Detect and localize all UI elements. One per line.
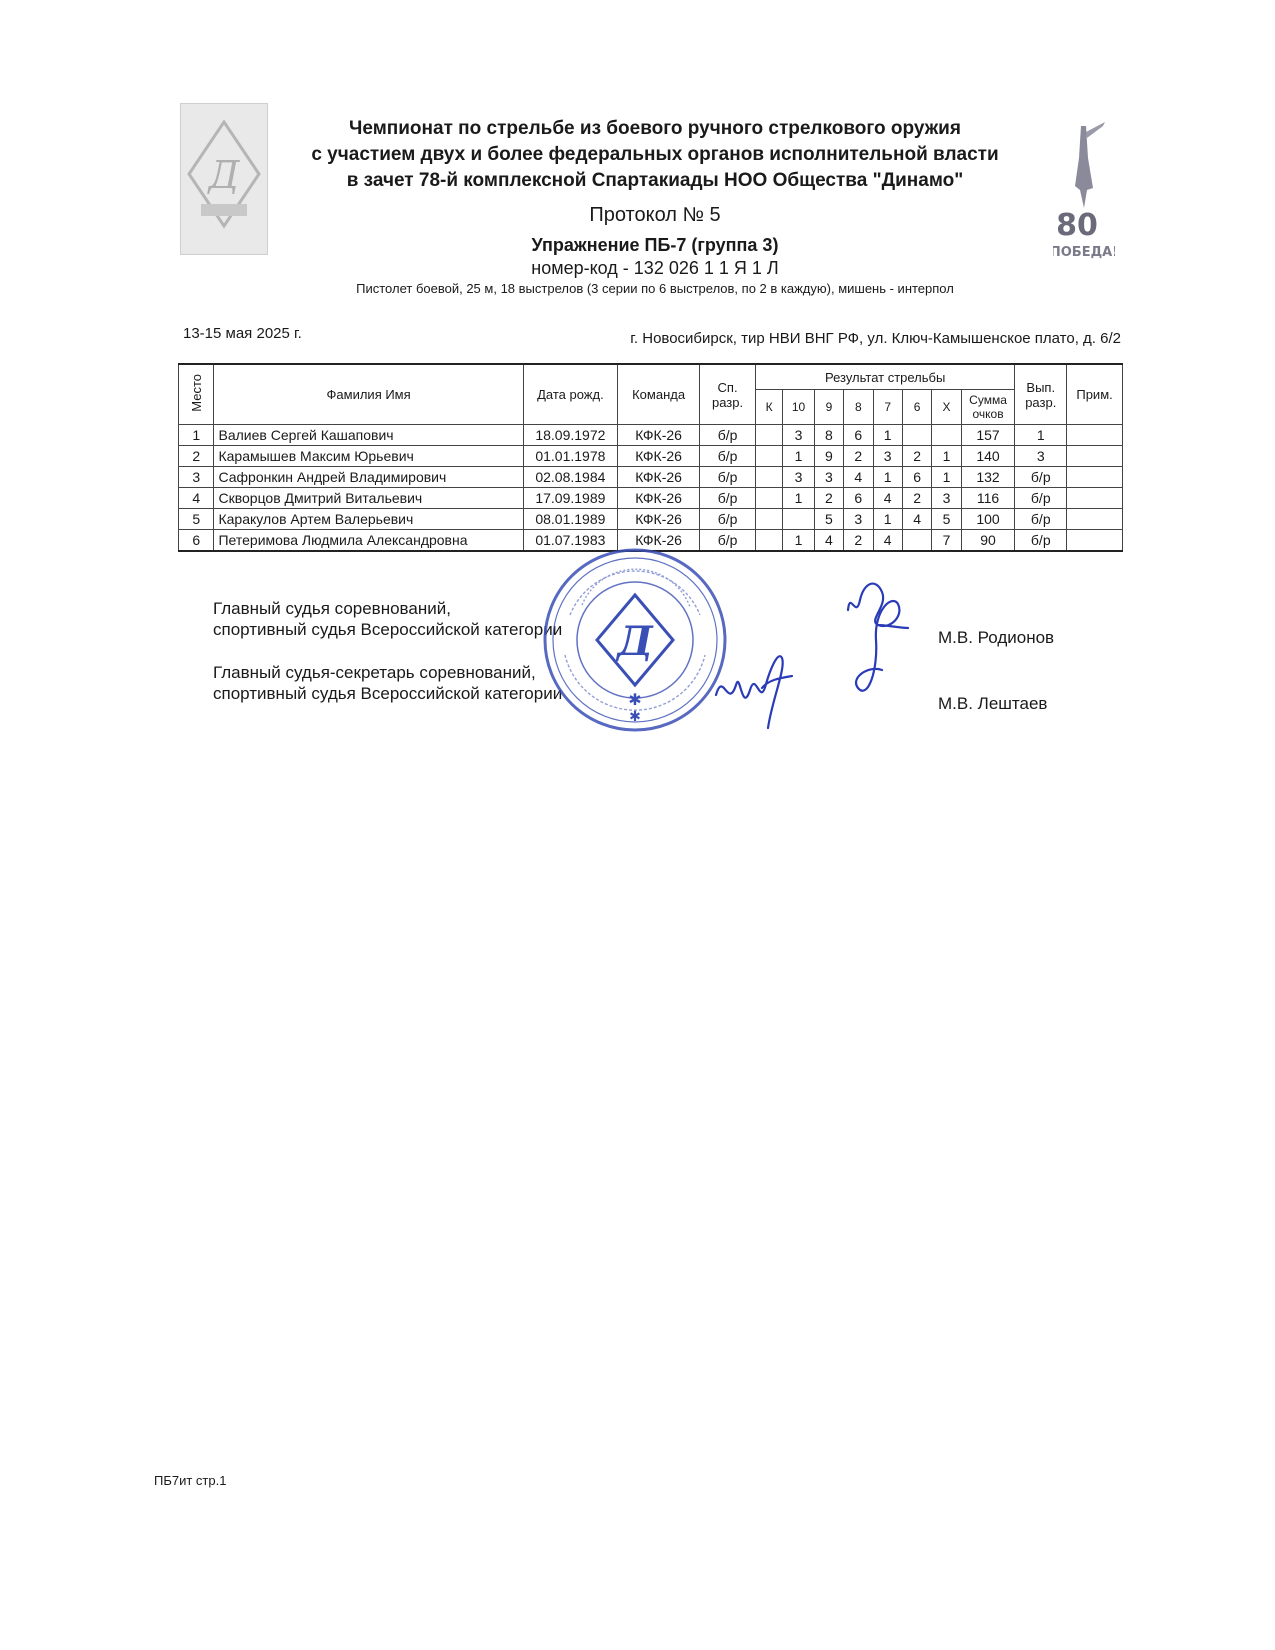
judges-block	[213, 598, 562, 704]
victory-number: 80	[1056, 208, 1098, 243]
cell-name: Валиев Сергей Кашапович	[214, 425, 523, 446]
header-8: 8	[844, 390, 873, 425]
cell-sum: 116	[961, 488, 1015, 509]
cell-k	[755, 446, 782, 467]
cell-note	[1067, 467, 1123, 488]
protocol-number: Протокол № 5	[589, 204, 721, 226]
header-7: 7	[873, 390, 902, 425]
cell-k	[755, 530, 782, 552]
results-table	[178, 363, 1123, 552]
cell-sum: 132	[961, 467, 1015, 488]
cell-7: 1	[873, 467, 902, 488]
cell-9: 4	[814, 530, 843, 552]
cell-sum: 140	[961, 446, 1015, 467]
svg-text:✱: ✱	[628, 692, 642, 709]
cell-team: КФК-26	[618, 446, 700, 467]
cell-7: 4	[873, 488, 902, 509]
cell-8: 3	[844, 509, 873, 530]
cell-note	[1067, 446, 1123, 467]
cell-note	[1067, 425, 1123, 446]
cell-birth: 01.01.1978	[523, 446, 617, 467]
cell-sum: 157	[961, 425, 1015, 446]
cell-rank: б/р	[700, 488, 756, 509]
table-row	[179, 425, 1123, 446]
cell-6	[902, 530, 931, 552]
chief-judge-signature	[838, 570, 913, 710]
cell-10: 3	[783, 467, 814, 488]
header-earned: Вып. разр.	[1015, 364, 1067, 425]
cell-8: 6	[844, 488, 873, 509]
table-row	[179, 446, 1123, 467]
cell-x: 1	[932, 467, 961, 488]
cell-10: 1	[783, 530, 814, 552]
page-footer: ПБ7ит стр.1	[154, 1473, 227, 1488]
cell-place: 5	[179, 509, 214, 530]
cell-birth: 17.09.1989	[523, 488, 617, 509]
svg-text:✱: ✱	[629, 708, 641, 724]
svg-text:Д: Д	[617, 618, 653, 665]
cell-8: 4	[844, 467, 873, 488]
table-row	[179, 467, 1123, 488]
cell-earned: б/р	[1015, 509, 1067, 530]
cell-note	[1067, 530, 1123, 552]
dynamo-badge-logo	[180, 103, 268, 255]
cell-x: 1	[932, 446, 961, 467]
cell-k	[755, 488, 782, 509]
cell-note	[1067, 488, 1123, 509]
cell-6: 6	[902, 467, 931, 488]
cell-9: 9	[814, 446, 843, 467]
header-6: 6	[902, 390, 931, 425]
cell-x: 5	[932, 509, 961, 530]
chief-judge-name: М.В. Родионов	[938, 628, 1055, 647]
cell-team: КФК-26	[618, 488, 700, 509]
cell-6: 4	[902, 509, 931, 530]
event-date: 13-15 мая 2025 г.	[183, 325, 302, 342]
header-team: Команда	[618, 364, 700, 425]
cell-rank: б/р	[700, 509, 756, 530]
exercise-title: Упражнение ПБ-7 (группа 3)	[531, 235, 779, 255]
cell-name: Петеримова Людмила Александровна	[214, 530, 523, 552]
cell-7: 1	[873, 425, 902, 446]
header-10: 10	[783, 390, 814, 425]
cell-10: 1	[783, 446, 814, 467]
cell-10: 3	[783, 425, 814, 446]
cell-earned: б/р	[1015, 467, 1067, 488]
header-rank: Сп. разр.	[700, 364, 756, 425]
cell-birth: 18.09.1972	[523, 425, 617, 446]
secretary-judge-name: М.В. Лештаев	[938, 694, 1048, 713]
victory-80-logo	[1053, 118, 1115, 263]
cell-name: Сафронкин Андрей Владимирович	[214, 467, 523, 488]
dynamo-seal-stamp	[540, 545, 730, 735]
table-row	[179, 488, 1123, 509]
header-9: 9	[814, 390, 843, 425]
header-result: Результат стрельбы	[755, 364, 1014, 390]
cell-earned: 3	[1015, 446, 1067, 467]
cell-sum: 90	[961, 530, 1015, 552]
cell-earned: 1	[1015, 425, 1067, 446]
cell-k	[755, 425, 782, 446]
title-line-1: Чемпионат по стрельбе из боевого ручного стрелкового оружия	[349, 118, 961, 139]
cell-10: 1	[783, 488, 814, 509]
cell-place: 6	[179, 530, 214, 552]
cell-7: 3	[873, 446, 902, 467]
title-line-3: в зачет 78-й комплексной Спартакиады НОО Общества "Динамо"	[346, 170, 964, 191]
cell-9: 3	[814, 467, 843, 488]
cell-team: КФК-26	[618, 425, 700, 446]
cell-6: 2	[902, 488, 931, 509]
chief-judge-title-2: спортивный судья Всероссийской категории	[213, 620, 563, 639]
cell-place: 1	[179, 425, 214, 446]
secretary-judge-title-2: спортивный судья Всероссийской категории	[213, 684, 563, 703]
cell-team: КФК-26	[618, 467, 700, 488]
cell-place: 3	[179, 467, 214, 488]
exercise-code: номер-код - 132 026 1 1 Я 1 Л	[531, 258, 779, 278]
secretary-signature	[708, 640, 798, 735]
cell-birth: 01.07.1983	[523, 530, 617, 552]
cell-10	[783, 509, 814, 530]
svg-text:Д: Д	[208, 153, 240, 197]
cell-earned: б/р	[1015, 488, 1067, 509]
table-row	[179, 509, 1123, 530]
cell-rank: б/р	[700, 425, 756, 446]
header-name: Фамилия Имя	[214, 364, 523, 425]
cell-name: Скворцов Дмитрий Витальевич	[214, 488, 523, 509]
event-venue: г. Новосибирск, тир НВИ ВНГ РФ, ул. Ключ-Камышенское плато, д. 6/2	[630, 330, 1121, 347]
cell-note	[1067, 509, 1123, 530]
cell-8: 6	[844, 425, 873, 446]
cell-8: 2	[844, 530, 873, 552]
header-k: К	[755, 390, 782, 425]
exercise-description: Пистолет боевой, 25 м, 18 выстрелов (3 серии по 6 выстрелов, по 2 в каждую), мишень - интерпол	[356, 281, 954, 296]
header-note: Прим.	[1067, 364, 1123, 425]
victory-text: ПОБЕДА!	[1053, 245, 1115, 260]
header-birth: Дата рожд.	[523, 364, 617, 425]
cell-earned: б/р	[1015, 530, 1067, 552]
cell-9: 2	[814, 488, 843, 509]
title-line-2: с участием двух и более федеральных органов исполнительной власти	[311, 144, 999, 165]
cell-rank: б/р	[700, 530, 756, 552]
document-header	[260, 116, 1050, 296]
cell-7: 1	[873, 509, 902, 530]
cell-6	[902, 425, 931, 446]
cell-x: 3	[932, 488, 961, 509]
cell-name: Карамышев Максим Юрьевич	[214, 446, 523, 467]
cell-rank: б/р	[700, 446, 756, 467]
header-place: Место	[179, 364, 214, 425]
cell-7: 4	[873, 530, 902, 552]
secretary-judge-title-1: Главный судья-секретарь соревнований,	[213, 663, 536, 682]
cell-9: 5	[814, 509, 843, 530]
cell-team: КФК-26	[618, 509, 700, 530]
cell-6: 2	[902, 446, 931, 467]
cell-team: КФК-26	[618, 530, 700, 552]
cell-birth: 08.01.1989	[523, 509, 617, 530]
cell-rank: б/р	[700, 467, 756, 488]
cell-x: 7	[932, 530, 961, 552]
cell-8: 2	[844, 446, 873, 467]
header-sum: Сумма очков	[961, 390, 1015, 425]
cell-name: Каракулов Артем Валерьевич	[214, 509, 523, 530]
cell-place: 2	[179, 446, 214, 467]
cell-x	[932, 425, 961, 446]
cell-9: 8	[814, 425, 843, 446]
cell-birth: 02.08.1984	[523, 467, 617, 488]
cell-k	[755, 509, 782, 530]
cell-sum: 100	[961, 509, 1015, 530]
cell-place: 4	[179, 488, 214, 509]
header-x: Х	[932, 390, 961, 425]
cell-k	[755, 467, 782, 488]
chief-judge-title-1: Главный судья соревнований,	[213, 599, 451, 618]
